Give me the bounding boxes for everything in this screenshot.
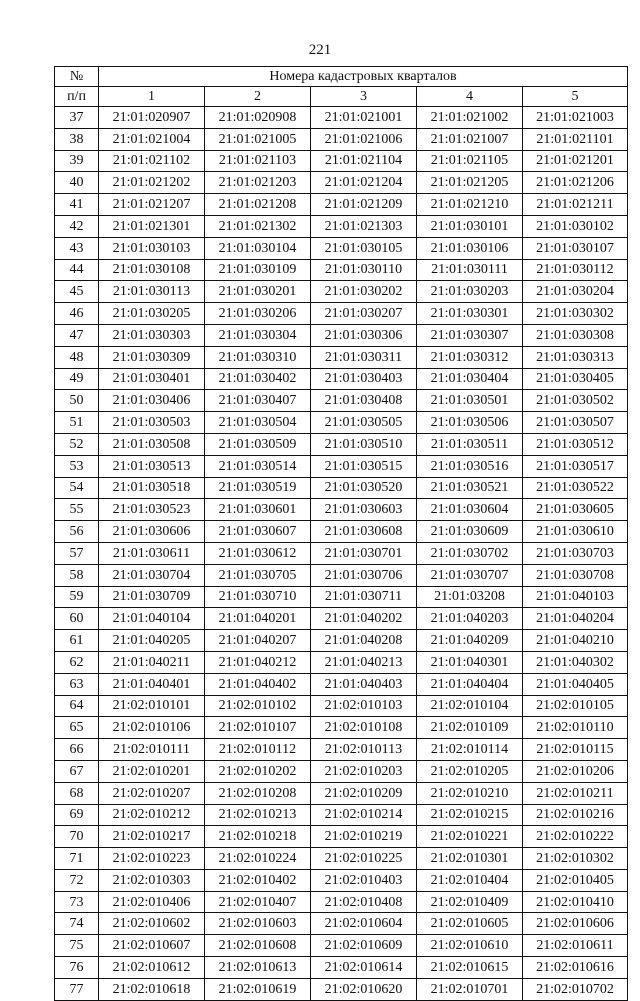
cadastral-number-cell: 21:01:040405 [523,673,628,695]
table-row [55,433,628,455]
cadastral-number-cell: 21:02:010111 [99,739,205,761]
cadastral-number-cell: 21:01:030507 [523,412,628,434]
cadastral-number-cell: 21:01:040211 [99,651,205,673]
cadastral-number-cell: 21:01:030610 [523,521,628,543]
cadastral-number-cell: 21:01:030702 [417,542,523,564]
cadastral-number-cell: 21:02:010406 [99,891,205,913]
cadastral-number-cell: 21:02:010404 [417,869,523,891]
cadastral-number-cell: 21:02:010221 [417,826,523,848]
cadastral-number-cell: 21:02:010602 [99,913,205,935]
row-number-cell: 69 [55,804,99,826]
cadastral-number-cell: 21:01:021002 [417,107,523,129]
cadastral-number-cell: 21:02:010302 [523,848,628,870]
cadastral-number-cell: 21:01:021001 [311,107,417,129]
cadastral-number-cell: 21:02:010701 [417,978,523,1000]
cadastral-number-cell: 21:02:010408 [311,891,417,913]
cadastral-number-cell: 21:01:030711 [311,586,417,608]
table-row [55,935,628,957]
cadastral-number-cell: 21:02:010107 [205,717,311,739]
cadastral-number-cell: 21:01:030405 [523,368,628,390]
column-number-header: 4 [417,87,523,107]
cadastral-number-cell: 21:02:010615 [417,957,523,979]
table-row [55,542,628,564]
cadastral-number-cell: 21:01:040402 [205,673,311,695]
cadastral-number-cell: 21:02:010613 [205,957,311,979]
table-row [55,390,628,412]
cadastral-number-cell: 21:02:010210 [417,782,523,804]
table-row [55,869,628,891]
row-number-cell: 46 [55,303,99,325]
cadastral-number-cell: 21:01:030508 [99,433,205,455]
cadastral-number-cell: 21:01:030520 [311,477,417,499]
row-number-cell: 61 [55,630,99,652]
table-row [55,368,628,390]
cadastral-number-cell: 21:02:010702 [523,978,628,1000]
table-row [55,412,628,434]
cadastral-number-cell: 21:01:040401 [99,673,205,695]
row-number-cell: 72 [55,869,99,891]
cadastral-number-cell: 21:01:021105 [417,150,523,172]
cadastral-number-cell: 21:01:03208 [417,586,523,608]
cadastral-number-cell: 21:02:010217 [99,826,205,848]
cadastral-number-cell: 21:02:010619 [205,978,311,1000]
cadastral-number-cell: 21:01:030518 [99,477,205,499]
row-number-cell: 39 [55,150,99,172]
cadastral-number-cell: 21:01:021203 [205,172,311,194]
cadastral-number-cell: 21:01:021103 [205,150,311,172]
cadastral-number-cell: 21:02:010112 [205,739,311,761]
row-number-cell: 37 [55,107,99,129]
cadastral-number-cell: 21:01:030609 [417,521,523,543]
table-row [55,760,628,782]
row-number-cell: 59 [55,586,99,608]
cadastral-number-cell: 21:02:010211 [523,782,628,804]
row-number-cell: 42 [55,215,99,237]
table-row [55,303,628,325]
cadastral-number-cell: 21:01:030509 [205,433,311,455]
row-number-cell: 45 [55,281,99,303]
table-row [55,346,628,368]
table-row [55,651,628,673]
cadastral-number-cell: 21:02:010104 [417,695,523,717]
page-number: 221 [308,42,332,58]
cadastral-number-cell: 21:01:030511 [417,433,523,455]
cadastral-number-cell: 21:02:010612 [99,957,205,979]
cadastral-number-cell: 21:02:010409 [417,891,523,913]
cadastral-number-cell: 21:01:021102 [99,150,205,172]
cadastral-number-cell: 21:02:010207 [99,782,205,804]
cadastral-number-cell: 21:01:030106 [417,237,523,259]
cadastral-number-cell: 21:02:010223 [99,848,205,870]
row-number-cell: 38 [55,128,99,150]
cadastral-number-cell: 21:01:030601 [205,499,311,521]
cadastral-number-cell: 21:01:040103 [523,586,628,608]
cadastral-number-cell: 21:01:030303 [99,324,205,346]
row-number-cell: 76 [55,957,99,979]
row-number-cell: 65 [55,717,99,739]
cadastral-number-cell: 21:02:010216 [523,804,628,826]
cadastral-number-cell: 21:01:030309 [99,346,205,368]
cadastral-number-cell: 21:02:010103 [311,695,417,717]
row-number-cell: 67 [55,760,99,782]
cadastral-number-cell: 21:01:040403 [311,673,417,695]
cadastral-number-cell: 21:02:010218 [205,826,311,848]
cadastral-number-cell: 21:01:030515 [311,455,417,477]
cadastral-number-cell: 21:02:010213 [205,804,311,826]
cadastral-number-cell: 21:02:010407 [205,891,311,913]
table-row [55,913,628,935]
cadastral-number-cell: 21:01:040212 [205,651,311,673]
table-row [55,804,628,826]
cadastral-number-cell: 21:01:030707 [417,564,523,586]
cadastral-number-cell: 21:01:030110 [311,259,417,281]
cadastral-number-cell: 21:01:030703 [523,542,628,564]
cadastral-number-cell: 21:01:040203 [417,608,523,630]
row-number-cell: 63 [55,673,99,695]
row-number-cell: 51 [55,412,99,434]
cadastral-number-cell: 21:01:030510 [311,433,417,455]
row-number-subheader: п/п [55,87,99,107]
table-row [55,848,628,870]
cadastral-number-cell: 21:02:010225 [311,848,417,870]
cadastral-number-cell: 21:01:030521 [417,477,523,499]
cadastral-number-cell: 21:01:030301 [417,303,523,325]
cadastral-number-cell: 21:01:030108 [99,259,205,281]
cadastral-number-cell: 21:01:030207 [311,303,417,325]
cadastral-number-cell: 21:01:030307 [417,324,523,346]
cadastral-number-cell: 21:01:030503 [99,412,205,434]
cadastral-number-cell: 21:01:040201 [205,608,311,630]
row-number-cell: 71 [55,848,99,870]
cadastral-number-cell: 21:01:030505 [311,412,417,434]
cadastral-number-cell: 21:02:010605 [417,913,523,935]
cadastral-number-cell: 21:01:030308 [523,324,628,346]
cadastral-number-cell: 21:01:030306 [311,324,417,346]
cadastral-number-cell: 21:02:010608 [205,935,311,957]
cadastral-number-cell: 21:01:040404 [417,673,523,695]
row-number-cell: 62 [55,651,99,673]
cadastral-number-cell: 21:01:030523 [99,499,205,521]
cadastral-quarters-table [54,66,628,1001]
cadastral-number-cell: 21:01:040208 [311,630,417,652]
cadastral-number-cell: 21:02:010303 [99,869,205,891]
table-row [55,695,628,717]
cadastral-number-cell: 21:02:010109 [417,717,523,739]
cadastral-number-cell: 21:02:010603 [205,913,311,935]
cadastral-number-cell: 21:01:021104 [311,150,417,172]
cadastral-number-cell: 21:02:010201 [99,760,205,782]
cadastral-number-cell: 21:01:030407 [205,390,311,412]
cadastral-number-cell: 21:01:030708 [523,564,628,586]
table-row [55,128,628,150]
cadastral-number-cell: 21:01:021007 [417,128,523,150]
cadastral-number-cell: 21:01:030105 [311,237,417,259]
row-number-cell: 56 [55,521,99,543]
table-row [55,107,628,129]
cadastral-number-cell: 21:01:030608 [311,521,417,543]
cadastral-number-cell: 21:02:010209 [311,782,417,804]
cadastral-number-cell: 21:01:030304 [205,324,311,346]
row-number-cell: 40 [55,172,99,194]
table-row [55,477,628,499]
cadastral-number-cell: 21:01:040202 [311,608,417,630]
cadastral-number-cell: 21:01:030109 [205,259,311,281]
cadastral-number-cell: 21:01:040104 [99,608,205,630]
cadastral-number-cell: 21:01:030406 [99,390,205,412]
cadastral-number-cell: 21:01:030512 [523,433,628,455]
cadastral-number-cell: 21:01:040301 [417,651,523,673]
row-number-cell: 75 [55,935,99,957]
row-number-cell: 43 [55,237,99,259]
cadastral-number-cell: 21:01:030501 [417,390,523,412]
table-row [55,172,628,194]
cadastral-number-cell: 21:02:010618 [99,978,205,1000]
cadastral-number-cell: 21:01:030612 [205,542,311,564]
cadastral-number-cell: 21:02:010106 [99,717,205,739]
row-number-cell: 66 [55,739,99,761]
row-number-cell: 41 [55,194,99,216]
cadastral-number-cell: 21:02:010604 [311,913,417,935]
table-row [55,586,628,608]
table-row [55,194,628,216]
cadastral-number-cell: 21:01:040302 [523,651,628,673]
cadastral-number-cell: 21:01:030705 [205,564,311,586]
cadastral-number-cell: 21:01:040209 [417,630,523,652]
table-row [55,978,628,1000]
cadastral-number-cell: 21:01:030111 [417,259,523,281]
table-row [55,673,628,695]
cadastral-number-cell: 21:02:010105 [523,695,628,717]
cadastral-number-cell: 21:02:010205 [417,760,523,782]
cadastral-number-cell: 21:02:010616 [523,957,628,979]
cadastral-number-cell: 21:01:030311 [311,346,417,368]
cadastral-number-cell: 21:01:030102 [523,215,628,237]
cadastral-number-cell: 21:01:040213 [311,651,417,673]
row-number-cell: 52 [55,433,99,455]
cadastral-number-cell: 21:01:030710 [205,586,311,608]
cadastral-number-cell: 21:01:030204 [523,281,628,303]
cadastral-number-cell: 21:02:010203 [311,760,417,782]
cadastral-number-cell: 21:01:021006 [311,128,417,150]
cadastral-number-cell: 21:01:030606 [99,521,205,543]
table-row [55,717,628,739]
cadastral-number-cell: 21:01:030403 [311,368,417,390]
cadastral-number-cell: 21:01:030202 [311,281,417,303]
cadastral-number-cell: 21:02:010301 [417,848,523,870]
row-number-cell: 44 [55,259,99,281]
cadastral-number-cell: 21:01:021207 [99,194,205,216]
table-row [55,281,628,303]
cadastral-number-cell: 21:01:021202 [99,172,205,194]
cadastral-number-cell: 21:02:010614 [311,957,417,979]
cadastral-number-cell: 21:01:021205 [417,172,523,194]
cadastral-number-cell: 21:01:030206 [205,303,311,325]
table-row [55,259,628,281]
table-row [55,564,628,586]
row-number-cell: 68 [55,782,99,804]
table-row [55,455,628,477]
cadastral-number-cell: 21:02:010206 [523,760,628,782]
cadastral-number-cell: 21:02:010214 [311,804,417,826]
row-number-cell: 74 [55,913,99,935]
table-row [55,324,628,346]
group-title-header: Номера кадастровых кварталов [99,67,628,87]
cadastral-number-cell: 21:01:040210 [523,630,628,652]
cadastral-number-cell: 21:01:030603 [311,499,417,521]
cadastral-number-cell: 21:02:010108 [311,717,417,739]
cadastral-number-cell: 21:01:030604 [417,499,523,521]
cadastral-number-cell: 21:01:021209 [311,194,417,216]
cadastral-number-cell: 21:01:021210 [417,194,523,216]
table-body [55,107,628,1001]
table-row [55,891,628,913]
row-number-cell: 53 [55,455,99,477]
row-number-cell: 73 [55,891,99,913]
column-number-header: 1 [99,87,205,107]
table-row [55,608,628,630]
cadastral-number-cell: 21:02:010212 [99,804,205,826]
cadastral-number-cell: 21:01:030312 [417,346,523,368]
cadastral-number-cell: 21:02:010403 [311,869,417,891]
cadastral-number-cell: 21:02:010101 [99,695,205,717]
cadastral-number-cell: 21:02:010114 [417,739,523,761]
row-number-header: № [55,67,99,87]
cadastral-number-cell: 21:01:030517 [523,455,628,477]
column-number-header: 2 [205,87,311,107]
table-row [55,150,628,172]
cadastral-number-cell: 21:01:030101 [417,215,523,237]
table-row [55,499,628,521]
cadastral-number-cell: 21:02:010405 [523,869,628,891]
cadastral-number-cell: 21:01:030506 [417,412,523,434]
cadastral-number-cell: 21:01:030519 [205,477,311,499]
cadastral-number-cell: 21:02:010607 [99,935,205,957]
cadastral-number-cell: 21:01:040205 [99,630,205,652]
row-number-cell: 54 [55,477,99,499]
row-number-cell: 57 [55,542,99,564]
cadastral-number-cell: 21:02:010410 [523,891,628,913]
table-row [55,237,628,259]
cadastral-number-cell: 21:02:010402 [205,869,311,891]
cadastral-number-cell: 21:01:030107 [523,237,628,259]
cadastral-number-cell: 21:02:010606 [523,913,628,935]
table-row [55,521,628,543]
cadastral-number-cell: 21:01:020907 [99,107,205,129]
cadastral-number-cell: 21:01:030401 [99,368,205,390]
cadastral-number-cell: 21:01:040204 [523,608,628,630]
cadastral-number-cell: 21:01:030310 [205,346,311,368]
cadastral-number-cell: 21:01:030709 [99,586,205,608]
table-row [55,215,628,237]
cadastral-number-cell: 21:01:030404 [417,368,523,390]
table-header [55,67,628,107]
cadastral-number-cell: 21:01:030205 [99,303,205,325]
cadastral-number-cell: 21:01:030514 [205,455,311,477]
cadastral-number-cell: 21:01:021303 [311,215,417,237]
row-number-cell: 77 [55,978,99,1000]
cadastral-number-cell: 21:01:030701 [311,542,417,564]
cadastral-number-cell: 21:01:021004 [99,128,205,150]
cadastral-number-cell: 21:01:021208 [205,194,311,216]
cadastral-number-cell: 21:01:030704 [99,564,205,586]
cadastral-number-cell: 21:01:021005 [205,128,311,150]
cadastral-number-cell: 21:01:021101 [523,128,628,150]
table-row [55,630,628,652]
row-number-cell: 60 [55,608,99,630]
cadastral-number-cell: 21:01:030605 [523,499,628,521]
cadastral-number-cell: 21:01:021301 [99,215,205,237]
cadastral-number-cell: 21:02:010102 [205,695,311,717]
cadastral-number-cell: 21:01:030607 [205,521,311,543]
table-row [55,957,628,979]
cadastral-number-cell: 21:01:030402 [205,368,311,390]
row-number-cell: 55 [55,499,99,521]
cadastral-number-cell: 21:01:021211 [523,194,628,216]
cadastral-number-cell: 21:01:030706 [311,564,417,586]
cadastral-number-cell: 21:01:040207 [205,630,311,652]
cadastral-number-cell: 21:01:030112 [523,259,628,281]
row-number-cell: 47 [55,324,99,346]
cadastral-number-cell: 21:01:030104 [205,237,311,259]
cadastral-number-cell: 21:02:010115 [523,739,628,761]
cadastral-number-cell: 21:02:010113 [311,739,417,761]
cadastral-number-cell: 21:01:030502 [523,390,628,412]
table-row [55,782,628,804]
row-number-cell: 70 [55,826,99,848]
column-number-header: 5 [523,87,628,107]
cadastral-number-cell: 21:01:030504 [205,412,311,434]
cadastral-number-cell: 21:02:010215 [417,804,523,826]
cadastral-number-cell: 21:01:021204 [311,172,417,194]
cadastral-number-cell: 21:02:010208 [205,782,311,804]
cadastral-number-cell: 21:01:030201 [205,281,311,303]
row-number-cell: 58 [55,564,99,586]
cadastral-number-cell: 21:01:030313 [523,346,628,368]
cadastral-number-cell: 21:02:010224 [205,848,311,870]
cadastral-number-cell: 21:01:030203 [417,281,523,303]
table-row [55,826,628,848]
cadastral-number-cell: 21:02:010202 [205,760,311,782]
column-number-header: 3 [311,87,417,107]
cadastral-number-cell: 21:01:021206 [523,172,628,194]
row-number-cell: 64 [55,695,99,717]
row-number-cell: 48 [55,346,99,368]
cadastral-number-cell: 21:01:021302 [205,215,311,237]
cadastral-number-cell: 21:02:010611 [523,935,628,957]
table-row [55,739,628,761]
cadastral-number-cell: 21:01:030408 [311,390,417,412]
cadastral-number-cell: 21:01:030513 [99,455,205,477]
cadastral-number-cell: 21:02:010110 [523,717,628,739]
cadastral-number-cell: 21:02:010609 [311,935,417,957]
row-number-cell: 49 [55,368,99,390]
cadastral-number-cell: 21:01:030103 [99,237,205,259]
cadastral-number-cell: 21:02:010610 [417,935,523,957]
row-number-cell: 50 [55,390,99,412]
cadastral-number-cell: 21:02:010219 [311,826,417,848]
cadastral-number-cell: 21:01:030113 [99,281,205,303]
cadastral-number-cell: 21:01:020908 [205,107,311,129]
cadastral-number-cell: 21:02:010620 [311,978,417,1000]
cadastral-number-cell: 21:01:021201 [523,150,628,172]
cadastral-number-cell: 21:01:030516 [417,455,523,477]
cadastral-number-cell: 21:02:010222 [523,826,628,848]
cadastral-number-cell: 21:01:030302 [523,303,628,325]
cadastral-number-cell: 21:01:030611 [99,542,205,564]
cadastral-number-cell: 21:01:030522 [523,477,628,499]
cadastral-number-cell: 21:01:021003 [523,107,628,129]
